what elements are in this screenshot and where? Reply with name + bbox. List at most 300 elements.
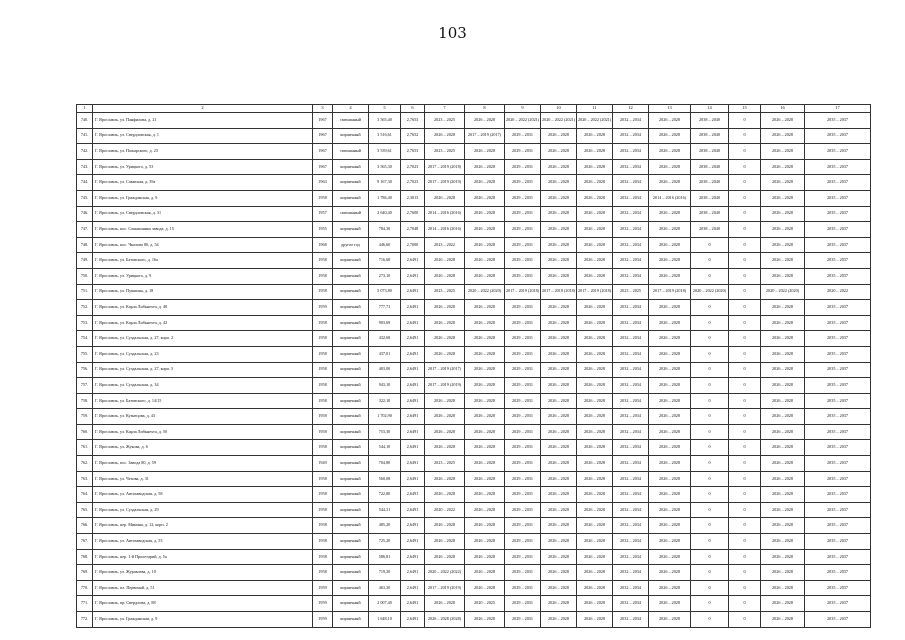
table-row	[77, 222, 871, 238]
table-cell: 2032 – 2034	[613, 549, 649, 565]
table-cell: 2026 – 2028	[761, 409, 805, 425]
table-cell: 2026 – 2028	[577, 253, 613, 269]
table-cell: 2026 – 2028	[541, 346, 577, 362]
table-cell: 2026 – 2028	[761, 159, 805, 175]
table-cell: 2035 – 2037	[805, 518, 871, 534]
table-cell: 2014 – 2016 (2016)	[425, 222, 465, 238]
table-cell: 2026 – 2028	[649, 487, 691, 503]
address-cell: Г. Ярославль, ул. Свердловская, д. 1	[93, 128, 313, 144]
table-cell: 2,6491	[401, 487, 425, 503]
table-cell: 2026 – 2028	[761, 144, 805, 160]
table-cell: 2035 – 2037	[805, 268, 871, 284]
table-cell: 544,31	[369, 502, 401, 518]
table-cell: 2026 – 2028	[649, 612, 691, 628]
table-cell: 2026 – 2028	[465, 378, 505, 394]
table-cell: 2026 – 2028	[761, 346, 805, 362]
table-cell: 2,6491	[401, 378, 425, 394]
table-cell: 2026 – 2028	[465, 534, 505, 550]
table-cell: 0	[729, 440, 761, 456]
address-cell: Г. Ярославль, ул. Панфилова, д. 21	[93, 113, 313, 129]
table-cell: 2026 – 2028	[577, 190, 613, 206]
table-cell: 2038 – 2040	[691, 128, 729, 144]
table-cell: 0	[691, 409, 729, 425]
table-cell: 1958	[313, 284, 333, 300]
table-cell: 544,10	[369, 440, 401, 456]
table-cell: 2026 – 2028	[577, 128, 613, 144]
table-row	[77, 128, 871, 144]
table-cell: 0	[691, 456, 729, 472]
table-cell: 1968	[313, 237, 333, 253]
table-cell: 2026 – 2028	[649, 424, 691, 440]
table-cell: кирпичный	[333, 315, 369, 331]
table-cell: 2032 – 2034	[613, 409, 649, 425]
table-cell: 463,30	[369, 580, 401, 596]
row-number: 766.	[77, 518, 93, 534]
table-cell: 2026 – 2028	[425, 596, 465, 612]
row-number: 758.	[77, 393, 93, 409]
table-cell: 2026 – 2028	[577, 346, 613, 362]
table-cell: смешанный	[333, 113, 369, 129]
table-cell: 2026 – 2028	[577, 315, 613, 331]
table-cell: 2,6491	[401, 300, 425, 316]
table-cell: 2026 – 2028	[541, 268, 577, 284]
table-cell: 2035 – 2037	[805, 300, 871, 316]
table-cell: 2026 – 2028	[577, 549, 613, 565]
table-cell: кирпичный	[333, 378, 369, 394]
row-number: 755.	[77, 346, 93, 362]
column-number: 6	[401, 105, 425, 113]
table-row	[77, 362, 871, 378]
table-cell: 2,6491	[401, 518, 425, 534]
table-cell: 2029 – 2031	[505, 144, 541, 160]
table-header-row	[77, 105, 871, 113]
table-cell: 2026 – 2028	[425, 549, 465, 565]
table-cell: 0	[691, 268, 729, 284]
table-cell: 0	[729, 268, 761, 284]
table-cell: 2035 – 2037	[805, 362, 871, 378]
table-cell: 2035 – 2037	[805, 440, 871, 456]
table-cell: 2029 – 2031	[505, 331, 541, 347]
table-cell: кирпичный	[333, 331, 369, 347]
table-cell: 2029 – 2031	[505, 580, 541, 596]
table-cell: 753,30	[369, 424, 401, 440]
table-cell: 2029 – 2031	[505, 362, 541, 378]
table-cell: 2026 – 2028	[577, 362, 613, 378]
row-number: 744.	[77, 175, 93, 191]
table-cell: кирпичный	[333, 596, 369, 612]
table-cell: кирпичный	[333, 362, 369, 378]
table-cell: 2026 – 2028	[425, 268, 465, 284]
table-cell: 2029 – 2031	[505, 300, 541, 316]
table-cell: 1963	[313, 175, 333, 191]
table-cell: 2026 – 2028	[465, 456, 505, 472]
table-cell: 2035 – 2037	[805, 222, 871, 238]
table-cell: 943,10	[369, 378, 401, 394]
table-row	[77, 315, 871, 331]
address-cell: Г. Ярославль, пл. Первомай, д. 51	[93, 580, 313, 596]
table-cell: 2026 – 2028	[541, 159, 577, 175]
column-number: 12	[613, 105, 649, 113]
table-cell: 0	[691, 487, 729, 503]
table-cell: 2,6491	[401, 534, 425, 550]
table-cell: 0	[729, 580, 761, 596]
table-cell: 2029 – 2031	[505, 549, 541, 565]
table-cell: 2029 – 2031	[505, 393, 541, 409]
table-cell: 2026 – 2028	[425, 346, 465, 362]
table-cell: 1967	[313, 159, 333, 175]
address-cell: Г. Ярославль, ул. Журавлева, д. 10	[93, 565, 313, 581]
table-cell: 2023 – 2025	[425, 113, 465, 129]
table-cell: 2,6491	[401, 596, 425, 612]
table-cell: 0	[729, 331, 761, 347]
table-cell: 2026 – 2028	[465, 502, 505, 518]
table-cell: 2026 – 2028	[465, 471, 505, 487]
table-cell: 2026 – 2028	[425, 300, 465, 316]
table-cell: 2020 – 2022 (2022)	[425, 565, 465, 581]
row-number: 763.	[77, 471, 93, 487]
table-cell: 0	[729, 471, 761, 487]
table-cell: 3 516,61	[369, 128, 401, 144]
table-cell: 2026 – 2028	[541, 190, 577, 206]
table-cell: 2032 – 2034	[613, 113, 649, 129]
table-cell: кирпичный	[333, 159, 369, 175]
table-cell: 2032 – 2034	[613, 362, 649, 378]
table-cell: 1958	[313, 502, 333, 518]
table-cell: 2029 – 2031	[505, 440, 541, 456]
table-cell: 1959	[313, 596, 333, 612]
table-cell: кирпичный	[333, 190, 369, 206]
table-cell: 2032 – 2034	[613, 159, 649, 175]
table-cell: 560,08	[369, 471, 401, 487]
table-cell: 2026 – 2028	[577, 378, 613, 394]
table-cell: 2026 – 2028	[425, 128, 465, 144]
table-cell: 2026 – 2028	[649, 128, 691, 144]
table-cell: 2026 – 2028	[465, 612, 505, 628]
table-row	[77, 331, 871, 347]
table-cell: 1 648,10	[369, 612, 401, 628]
table-cell: 2026 – 2028	[649, 534, 691, 550]
table-cell: 2,7048	[401, 222, 425, 238]
table-cell: 2026 – 2028	[761, 315, 805, 331]
table-cell: 2035 – 2037	[805, 393, 871, 409]
table-cell: 2026 – 2028	[761, 487, 805, 503]
table-cell: 2026 – 2028	[465, 565, 505, 581]
table-row	[77, 346, 871, 362]
table-row	[77, 456, 871, 472]
address-cell: Г. Ярославль, ул. Карла Либкнехта, д. 42	[93, 315, 313, 331]
table-cell: 3 565,40	[369, 113, 401, 129]
table-cell: 2032 – 2034	[613, 393, 649, 409]
row-number: 760.	[77, 424, 93, 440]
table-cell: 0	[691, 362, 729, 378]
table-cell: 2026 – 2028	[577, 237, 613, 253]
table-cell: 0	[691, 424, 729, 440]
table-cell: 2038 – 2040	[691, 190, 729, 206]
table-cell: 2026 – 2028	[541, 487, 577, 503]
table-cell: 2035 – 2037	[805, 237, 871, 253]
table-row	[77, 424, 871, 440]
table-cell: 0	[729, 612, 761, 628]
table-cell: кирпичный	[333, 534, 369, 550]
table-cell: 2026 – 2028	[761, 300, 805, 316]
table-row	[77, 237, 871, 253]
table-cell: 0	[691, 612, 729, 628]
table-cell: 2017 – 2019 (2018)	[505, 284, 541, 300]
table-cell: 2026 – 2028	[577, 487, 613, 503]
table-cell: 0	[729, 300, 761, 316]
table-cell: 2026 – 2028	[465, 331, 505, 347]
address-cell: Г. Ярославль, пер. Минина, д. 12, корп. 2	[93, 518, 313, 534]
table-cell: 0	[691, 549, 729, 565]
table-cell: 2029 – 2031	[505, 159, 541, 175]
column-number: 10	[541, 105, 577, 113]
table-cell: 0	[729, 456, 761, 472]
table-cell: 485,20	[369, 518, 401, 534]
table-cell: 2035 – 2037	[805, 253, 871, 269]
table-cell: 2026 – 2028	[465, 253, 505, 269]
table-cell: 2032 – 2034	[613, 378, 649, 394]
table-cell: 2026 – 2028	[465, 237, 505, 253]
table-cell: 2029 – 2031	[505, 175, 541, 191]
table-row	[77, 580, 871, 596]
table-row	[77, 268, 871, 284]
table-cell: 2029 – 2031	[505, 346, 541, 362]
table-cell: 2,6491	[401, 565, 425, 581]
table-cell: 2038 – 2040	[691, 175, 729, 191]
table-cell: 1958	[313, 268, 333, 284]
table-cell: 2035 – 2037	[805, 424, 871, 440]
table-cell: 273,10	[369, 268, 401, 284]
table-cell: 2023 – 2022	[425, 237, 465, 253]
table-cell: 0	[729, 378, 761, 394]
table-cell: 0	[729, 393, 761, 409]
table-cell: 2020 – 2022 (2021)	[541, 113, 577, 129]
table-cell: 2026 – 2028	[649, 300, 691, 316]
table-cell: кирпичный	[333, 409, 369, 425]
column-number: 13	[649, 105, 691, 113]
table-cell: 2,6491	[401, 393, 425, 409]
table-cell: 1 702,90	[369, 409, 401, 425]
table-cell: 2026 – 2028	[465, 440, 505, 456]
table-cell: кирпичный	[333, 440, 369, 456]
table-cell: 2026 – 2028	[541, 331, 577, 347]
address-cell: Г. Ярославль, ул. Суздальская, д. 27, корп. 3	[93, 362, 313, 378]
table-cell: 0	[729, 190, 761, 206]
table-cell: 2,6491	[401, 612, 425, 628]
table-cell: 2,7023	[401, 175, 425, 191]
address-cell: Г. Ярославль, ул. Гражданская, д. 9	[93, 190, 313, 206]
table-cell: 2029 – 2031	[505, 456, 541, 472]
table-cell: 2026 – 2028	[761, 378, 805, 394]
table-cell: 2026 – 2028	[425, 190, 465, 206]
table-cell: 0	[729, 284, 761, 300]
table-cell: 2026 – 2028	[649, 159, 691, 175]
table-cell: 2026 – 2028	[465, 409, 505, 425]
table-cell: 446,60	[369, 237, 401, 253]
table-cell: 2032 – 2034	[613, 331, 649, 347]
row-number: 754.	[77, 331, 93, 347]
row-number: 749.	[77, 253, 93, 269]
table-cell: 777,71	[369, 300, 401, 316]
address-cell: Г. Ярославль, ул. Суздальская, д. 29	[93, 502, 313, 518]
table-row	[77, 518, 871, 534]
address-cell: Г. Ярославль, ул. Суздальская, д. 27, корп. 2	[93, 331, 313, 347]
table-cell: 2,6491	[401, 346, 425, 362]
table-cell: 2026 – 2028	[541, 175, 577, 191]
table-cell: 2026 – 2028	[465, 190, 505, 206]
address-cell: Г. Ярославль, ул. Кузнецова, д. 43	[93, 409, 313, 425]
row-number: 759.	[77, 409, 93, 425]
table-cell: 1959	[313, 612, 333, 628]
table-cell: 1958	[313, 346, 333, 362]
table-cell: 2026 – 2028	[761, 128, 805, 144]
table-row	[77, 471, 871, 487]
table-cell: 1957	[313, 206, 333, 222]
table-cell: 2020 – 2025	[465, 596, 505, 612]
table-cell: 2032 – 2034	[613, 190, 649, 206]
table-cell: 0	[691, 518, 729, 534]
page-number: 103	[438, 24, 467, 42]
table-row	[77, 190, 871, 206]
table-cell: 2026 – 2028	[649, 502, 691, 518]
table-cell: 2029 – 2031	[505, 237, 541, 253]
table-cell: 2032 – 2034	[613, 456, 649, 472]
table-cell: 2026 – 2028	[649, 315, 691, 331]
table-cell: 0	[691, 331, 729, 347]
table-cell: 2032 – 2034	[613, 144, 649, 160]
row-number: 768.	[77, 549, 93, 565]
table-cell: 2026 – 2028	[541, 471, 577, 487]
table-cell: 2026 – 2028	[649, 565, 691, 581]
row-number: 747.	[77, 222, 93, 238]
table-cell: 2026 – 2028	[465, 393, 505, 409]
table-cell: 2029 – 2031	[505, 612, 541, 628]
table-cell: 0	[729, 175, 761, 191]
table-cell: 2 007,40	[369, 596, 401, 612]
table-cell: 1967	[313, 128, 333, 144]
table-cell: кирпичный	[333, 300, 369, 316]
table-cell: 2026 – 2028	[649, 175, 691, 191]
table-cell: 2023 – 2025	[425, 284, 465, 300]
table-cell: 2035 – 2037	[805, 128, 871, 144]
table-cell: 2035 – 2037	[805, 315, 871, 331]
table-cell: 1958	[313, 487, 333, 503]
table-cell: 2026 – 2028	[577, 596, 613, 612]
table-cell: 2014 – 2016 (2016)	[425, 206, 465, 222]
table-cell: 1958	[313, 362, 333, 378]
table-cell: 0	[691, 378, 729, 394]
address-cell: Г. Ярославль, ул. Гражданская, д. 9	[93, 612, 313, 628]
table-cell: 2026 – 2028	[541, 144, 577, 160]
table-cell: 2026 – 2028	[577, 393, 613, 409]
table-cell: 2026 – 2028	[577, 534, 613, 550]
table-cell: 2032 – 2034	[613, 612, 649, 628]
table-cell: 2032 – 2034	[613, 487, 649, 503]
table-cell: 2026 – 2028	[761, 253, 805, 269]
table-cell: 2032 – 2034	[613, 565, 649, 581]
column-number: 1	[77, 105, 93, 113]
table-cell: кирпичный	[333, 393, 369, 409]
table-cell: 2026 – 2028	[577, 175, 613, 191]
table-cell: 2026 – 2028	[465, 549, 505, 565]
table-cell: 2026 – 2028	[465, 518, 505, 534]
table-cell: 2,3013	[401, 190, 425, 206]
table-cell: 2029 – 2031	[505, 471, 541, 487]
table-row	[77, 159, 871, 175]
table-cell: 2017 – 2019 (2018)	[425, 159, 465, 175]
table-cell: 2026 – 2028	[577, 612, 613, 628]
table-cell: 2026 – 2028	[465, 424, 505, 440]
table-cell: 2038 – 2040	[691, 159, 729, 175]
table-cell: 2,6491	[401, 253, 425, 269]
table-cell: 2,7023	[401, 159, 425, 175]
table-cell: 2026 – 2028	[761, 362, 805, 378]
table-cell: 2020 – 2022 (2020)	[691, 284, 729, 300]
row-number: 762.	[77, 456, 93, 472]
address-cell: Г. Ярославль, пр. Свердлова, д. 88	[93, 596, 313, 612]
table-cell: 2026 – 2028	[761, 190, 805, 206]
table-cell: 0	[729, 409, 761, 425]
table-cell: 2026 – 2028	[425, 315, 465, 331]
table-cell: 0	[691, 580, 729, 596]
table-cell: кирпичный	[333, 502, 369, 518]
table-cell: 2035 – 2037	[805, 409, 871, 425]
table-cell: 2038 – 2040	[691, 206, 729, 222]
row-number: 767.	[77, 534, 93, 550]
table-cell: 2035 – 2037	[805, 144, 871, 160]
table-cell: 2026 – 2028	[761, 612, 805, 628]
row-number: 745.	[77, 190, 93, 206]
table-cell: 0	[729, 487, 761, 503]
table-cell: 2038 – 2040	[691, 144, 729, 160]
table-cell: 2026 – 2028	[465, 268, 505, 284]
table-cell: 2017 – 2019 (2019)	[425, 175, 465, 191]
table-cell: 0	[691, 596, 729, 612]
row-number: 742.	[77, 144, 93, 160]
table-cell: 2035 – 2037	[805, 487, 871, 503]
table-cell: 2026 – 2028	[649, 268, 691, 284]
table-cell: 2026 – 2028	[541, 206, 577, 222]
table-cell: 0	[729, 596, 761, 612]
table-cell: 1958	[313, 549, 333, 565]
table-cell: 0	[691, 565, 729, 581]
table-row	[77, 206, 871, 222]
table-cell: 9 167,30	[369, 175, 401, 191]
table-cell: 2026 – 2028	[649, 518, 691, 534]
table-cell: 2,6491	[401, 284, 425, 300]
table-cell: кирпичный	[333, 471, 369, 487]
table-cell: 0	[729, 128, 761, 144]
address-cell: Г. Ярославль, ул. Свердловская, д. 31	[93, 206, 313, 222]
row-number: 751.	[77, 284, 93, 300]
table-cell: 2029 – 2031	[505, 518, 541, 534]
table-cell: 2020 – 2022 (2021)	[577, 113, 613, 129]
address-cell: Г. Ярославль, ул. Чехова, д. 31	[93, 471, 313, 487]
table-cell: 2029 – 2031	[505, 268, 541, 284]
table-cell: 2029 – 2031	[505, 565, 541, 581]
table-cell: 2,6491	[401, 268, 425, 284]
table-cell: 2035 – 2037	[805, 565, 871, 581]
table-cell: 2,6491	[401, 424, 425, 440]
table-cell: 2026 – 2028	[425, 534, 465, 550]
table-row	[77, 144, 871, 160]
row-number: 743.	[77, 159, 93, 175]
table-cell: 2026 – 2028	[577, 159, 613, 175]
table-cell: 2029 – 2031	[505, 596, 541, 612]
table-cell: 2029 – 2031	[505, 424, 541, 440]
table-row	[77, 612, 871, 628]
table-cell: 1959	[313, 300, 333, 316]
